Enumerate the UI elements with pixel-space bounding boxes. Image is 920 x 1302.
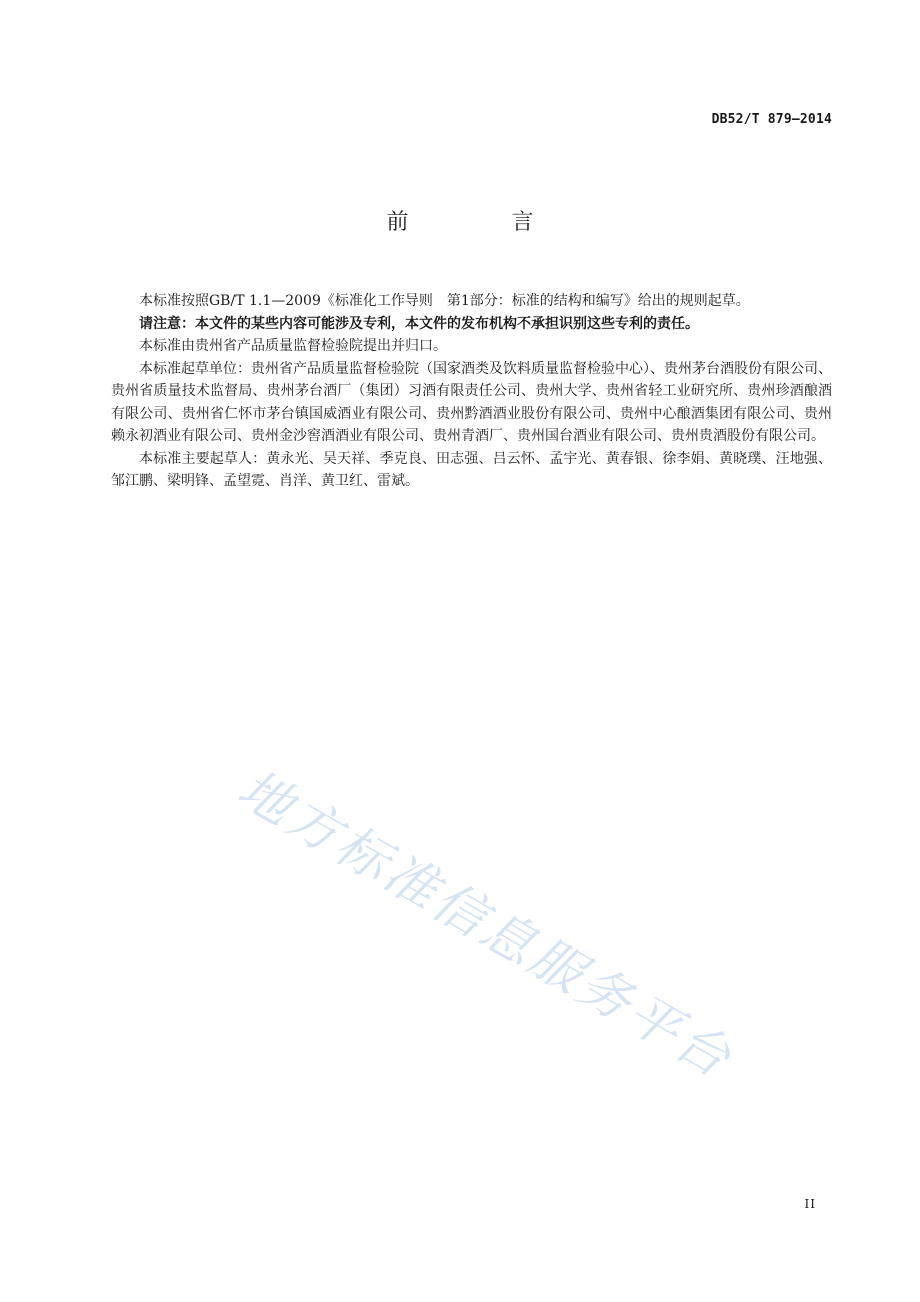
proposer-paragraph: 本标准由贵州省产品质量监督检验院提出并归口。 (139, 338, 447, 354)
drafting-units-paragraph: 本标准起草单位：贵州省产品质量监督检验院（国家酒类及饮料质量监督检验中心）、贵州茅台酒股份有限公司、贵州省质量技术监督局、贵州茅台酒厂（集团）习酒有限责任公司、贵州大学、贵州省轻工业研究所、贵州珍酒酿酒有限公司、贵州省仁怀市茅台镇国威酒业有限公司、贵州黔酒酒业股份有限公司、贵州中心酿酒集团有限公司、贵州赖永初酒业有限公司、贵州金沙窖酒酒业有限公司、贵州青酒厂、贵州国台酒业有限公司、贵州贵酒股份有限公司。 (111, 360, 832, 444)
drafters-paragraph: 本标准主要起草人：黄永光、吴天祥、季克良、田志强、吕云怀、孟宇光、黄春银、徐李娟、黄晓璞、汪地强、邹江鹏、梁明锋、孟望霓、肖洋、黄卫红、雷斌。 (111, 450, 832, 489)
page-number: II (804, 1197, 816, 1211)
page-title: 前 言 (386, 210, 582, 235)
foreword-body (111, 290, 832, 493)
drafting-rules-paragraph: 本标准按照GB/T 1.1—2009《标准化工作导则 第1部分：标准的结构和编写》给出的规则起草。 (139, 293, 750, 309)
patent-notice-paragraph: 请注意：本文件的某些内容可能涉及专利，本文件的发布机构不承担识别这些专利的责任。 (139, 315, 699, 332)
document-code: DB52/T 879—2014 (711, 112, 832, 127)
watermark-text: 地方标准信息服务平台 (227, 758, 743, 1091)
